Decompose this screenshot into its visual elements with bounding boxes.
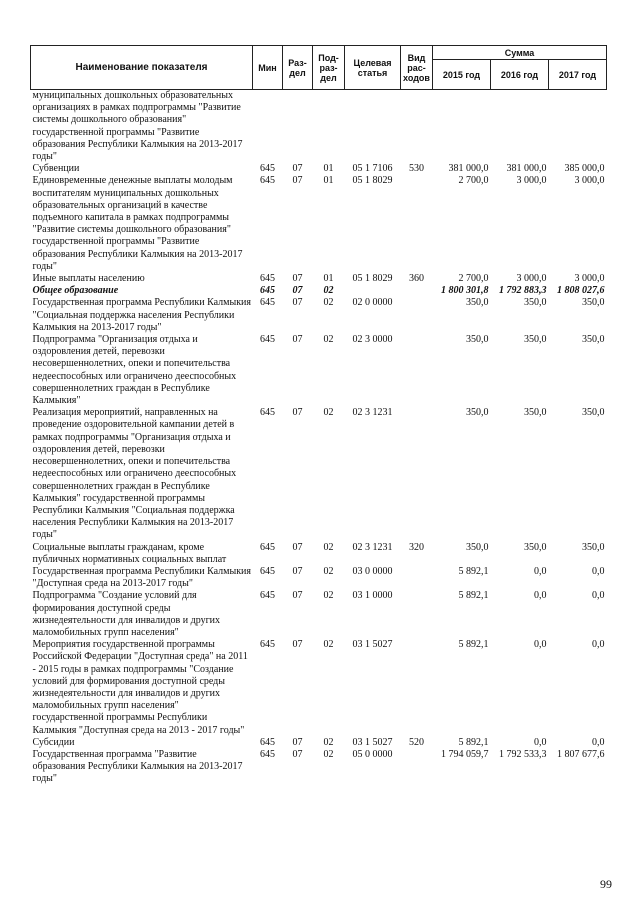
header-year-2015: 2015 год: [433, 60, 491, 90]
row-statya: 02 3 1231: [352, 541, 393, 553]
row-statya: 05 0 0000: [352, 748, 393, 760]
header-podrazdel: Под- раз- дел: [313, 46, 345, 90]
row-podrazdel: 02: [323, 541, 334, 553]
table-row: [31, 566, 607, 590]
row-vid: 520: [409, 736, 424, 748]
row-vid: [401, 175, 433, 273]
row-min: 645: [260, 297, 275, 309]
row-min: 645: [260, 175, 275, 187]
row-sum-2016: 3 000,0: [516, 273, 547, 285]
row-sum-2015: 350,0: [466, 334, 489, 346]
row-podrazdel: 02: [323, 297, 334, 309]
row-podrazdel: 01: [323, 175, 334, 187]
table-row: [31, 163, 607, 175]
header-statya: Целевая статья: [345, 46, 401, 90]
table-row: [31, 297, 607, 334]
row-sum-2015: 350,0: [466, 297, 489, 309]
row-podrazdel: 01: [323, 273, 334, 285]
table-body: [31, 90, 607, 786]
table-row: [31, 737, 607, 749]
row-podrazdel: 02: [323, 407, 334, 419]
row-podrazdel: [313, 90, 345, 164]
row-name: муниципальных дошкольных образовательных организациях в рамках подпрограммы "Развитие системы дошкольного образования" государственной программы "Развитие образования Республики Калмыкия на 2013-2017 годы": [32, 90, 243, 163]
row-sum-2015: 5 892,1: [458, 639, 489, 651]
row-name: Государственная программа Республики Калмыкия "Доступная среда на 2013-2017 годы": [32, 565, 252, 590]
header-vid: Вид рас- ходов: [401, 46, 433, 90]
row-sum-2015: 2 700,0: [458, 273, 489, 285]
table-row: [31, 334, 607, 407]
row-statya: 05 1 8029: [352, 273, 393, 285]
row-name: Реализация мероприятий, направленных на проведение оздоровительной кампании детей в рамках подпрограммы "Организация отдыха и оздоровления детей, перевозки несовершеннолетних, опеки и попечительства недееспособных или ограничено дееспособных совершеннолетних граждан в Республике Калмыкия" государственной программы Республики Калмыкия "Социальная поддержка населения Республики Калмыкия на 2013-2017 годы": [32, 407, 237, 541]
row-sum-2015: 350,0: [466, 541, 489, 553]
row-statya: 03 1 5027: [352, 736, 393, 748]
row-sum-2017: 0,0: [592, 639, 605, 651]
row-vid: [401, 749, 433, 786]
row-razdel: 07: [292, 175, 303, 187]
table-row: [31, 542, 607, 566]
row-sum-2017: 0,0: [592, 736, 605, 748]
header-year-2016: 2016 год: [491, 60, 549, 90]
row-sum-2017: 3 000,0: [574, 273, 605, 285]
row-sum-2016: 0,0: [534, 565, 547, 577]
row-vid: [401, 297, 433, 334]
row-statya: 02 3 0000: [352, 334, 393, 346]
row-sum-2017: 350,0: [582, 297, 605, 309]
row-sum-2016: 350,0: [524, 297, 547, 309]
row-statya: 05 1 8029: [352, 175, 393, 187]
row-name: Субвенции: [32, 163, 80, 175]
row-razdel: 07: [292, 163, 303, 175]
table-row: [31, 175, 607, 273]
row-vid: [401, 285, 433, 297]
row-sum-2016: 0,0: [534, 736, 547, 748]
table-row: [31, 285, 607, 297]
row-vid: [401, 90, 433, 164]
table-row: [31, 90, 607, 164]
row-sum-2016: 0,0: [534, 590, 547, 602]
budget-table: [30, 45, 607, 786]
row-statya: 02 3 1231: [352, 407, 393, 419]
row-name: Подпрограмма "Создание условий для формирования доступной среды жизнедеятельности для инвалидов и других маломобильных групп населения": [32, 590, 221, 638]
row-sum-2015: 2 700,0: [458, 175, 489, 187]
row-razdel: 07: [292, 541, 303, 553]
row-podrazdel: 02: [323, 639, 334, 651]
header-min: Мин: [253, 46, 283, 90]
row-podrazdel: 01: [323, 163, 334, 175]
row-sum-2017: 350,0: [582, 407, 605, 419]
row-sum-2016: 350,0: [524, 407, 547, 419]
row-min: 645: [260, 590, 275, 602]
row-razdel: 07: [292, 273, 303, 285]
row-sum-2015: 5 892,1: [458, 590, 489, 602]
row-sum-2015: 381 000,0: [448, 163, 489, 175]
row-min: 645: [260, 736, 275, 748]
row-sum-2017: 1 808 027,6: [557, 285, 605, 297]
row-razdel: 07: [292, 334, 303, 346]
row-name: Социальные выплаты гражданам, кроме публичных нормативных социальных выплат: [32, 541, 227, 565]
row-min: [253, 90, 283, 164]
row-sum-2016: 0,0: [534, 639, 547, 651]
row-sum-2017: [549, 90, 607, 164]
page-number: 99: [600, 877, 612, 891]
table-header: [31, 46, 607, 90]
row-vid: 360: [409, 273, 424, 285]
row-min: 645: [260, 748, 275, 760]
row-sum-2017: 350,0: [582, 334, 605, 346]
row-name: Государственная программа Республики Калмыкия "Социальная поддержка населения Республики Калмыкия на 2013-2017 годы": [32, 297, 252, 333]
row-vid: [401, 334, 433, 407]
row-min: 645: [260, 273, 275, 285]
row-podrazdel: 02: [323, 334, 334, 346]
row-sum-2017: 3 000,0: [574, 175, 605, 187]
row-vid: [401, 566, 433, 590]
row-razdel: 07: [292, 590, 303, 602]
row-min: 645: [260, 541, 275, 553]
row-podrazdel: 02: [323, 748, 334, 760]
row-sum-2017: 385 000,0: [564, 163, 605, 175]
row-min: 645: [260, 163, 275, 175]
row-sum-2016: 3 000,0: [516, 175, 547, 187]
row-vid: 320: [409, 541, 424, 553]
row-min: 645: [260, 285, 275, 297]
row-podrazdel: 02: [323, 285, 334, 297]
row-name: Общее образование: [32, 285, 119, 297]
row-name: Единовременные денежные выплаты молодым воспитателям муниципальных дошкольных образовательных организаций в качестве подъемного капитала в рамках подпрограммы "Развитие системы дошкольного образования" государственной программы "Развитие образования Республики Калмыкия на 2013-2017 годы": [32, 175, 243, 272]
row-name: Мероприятия государственной программы Российской Федерации "Доступная среда" на 2011 - 2015 годы в рамках подпрограммы "Создание условий для формирования доступной среды жизнедеятельности для инвалидов и других маломобильных групп населения" государственной программы Республики Калмыкия "Доступная среда на 2013 - 2017 годы": [32, 639, 248, 736]
row-statya: [345, 90, 401, 164]
row-razdel: 07: [292, 285, 303, 297]
row-razdel: 07: [292, 565, 303, 577]
header-name: Наименование показателя: [31, 46, 253, 90]
row-name: Иные выплаты населению: [32, 273, 145, 285]
row-vid: [401, 407, 433, 541]
row-sum-2017: 0,0: [592, 590, 605, 602]
row-sum-2016: 1 792 883,3: [499, 285, 547, 297]
row-vid: 530: [409, 163, 424, 175]
row-name: Государственная программа "Развитие образования Республики Калмыкия на 2013-2017 годы": [32, 748, 243, 785]
row-min: 645: [260, 639, 275, 651]
row-statya: 05 1 7106: [352, 163, 393, 175]
row-razdel: 07: [292, 639, 303, 651]
row-min: 645: [260, 565, 275, 577]
row-sum-2017: 1 807 677,6: [557, 748, 605, 760]
row-sum-2015: [433, 90, 491, 164]
row-name: Подпрограмма "Организация отдыха и оздоровления детей, перевозки несовершеннолетних, опеки и попечительства недееспособных или ограничено дееспособных совершеннолетних граждан в Республике Калмыкия": [32, 334, 237, 407]
table-row: [31, 639, 607, 737]
row-statya: 03 1 0000: [352, 590, 393, 602]
row-razdel: 07: [292, 736, 303, 748]
row-podrazdel: 02: [323, 565, 334, 577]
row-statya: 03 0 0000: [352, 565, 393, 577]
row-razdel: 07: [292, 407, 303, 419]
row-name: Субсидии: [32, 736, 75, 748]
row-sum-2016: 350,0: [524, 541, 547, 553]
row-sum-2015: 1 794 059,7: [441, 748, 489, 760]
row-sum-2016: 381 000,0: [506, 163, 547, 175]
row-sum-2016: 1 792 533,3: [499, 748, 547, 760]
header-summa: Сумма: [433, 46, 607, 60]
row-sum-2016: 350,0: [524, 334, 547, 346]
row-statya: 02 0 0000: [352, 297, 393, 309]
row-min: 645: [260, 407, 275, 419]
table-row: [31, 407, 607, 541]
row-sum-2015: 1 800 301,8: [441, 285, 489, 297]
row-razdel: 07: [292, 297, 303, 309]
row-sum-2017: 350,0: [582, 541, 605, 553]
header-razdel: Раз- дел: [283, 46, 313, 90]
row-razdel: 07: [292, 748, 303, 760]
row-podrazdel: 02: [323, 736, 334, 748]
row-sum-2015: 5 892,1: [458, 565, 489, 577]
row-min: 645: [260, 334, 275, 346]
row-statya: 03 1 5027: [352, 639, 393, 651]
row-sum-2015: 5 892,1: [458, 736, 489, 748]
row-podrazdel: 02: [323, 590, 334, 602]
table-row: [31, 749, 607, 786]
row-sum-2016: [491, 90, 549, 164]
row-statya: [345, 285, 401, 297]
header-year-2017: 2017 год: [549, 60, 607, 90]
row-sum-2017: 0,0: [592, 565, 605, 577]
row-vid: [401, 590, 433, 639]
row-sum-2015: 350,0: [466, 407, 489, 419]
table-row: [31, 273, 607, 285]
table-row: [31, 590, 607, 639]
row-vid: [401, 639, 433, 737]
row-razdel: [283, 90, 313, 164]
